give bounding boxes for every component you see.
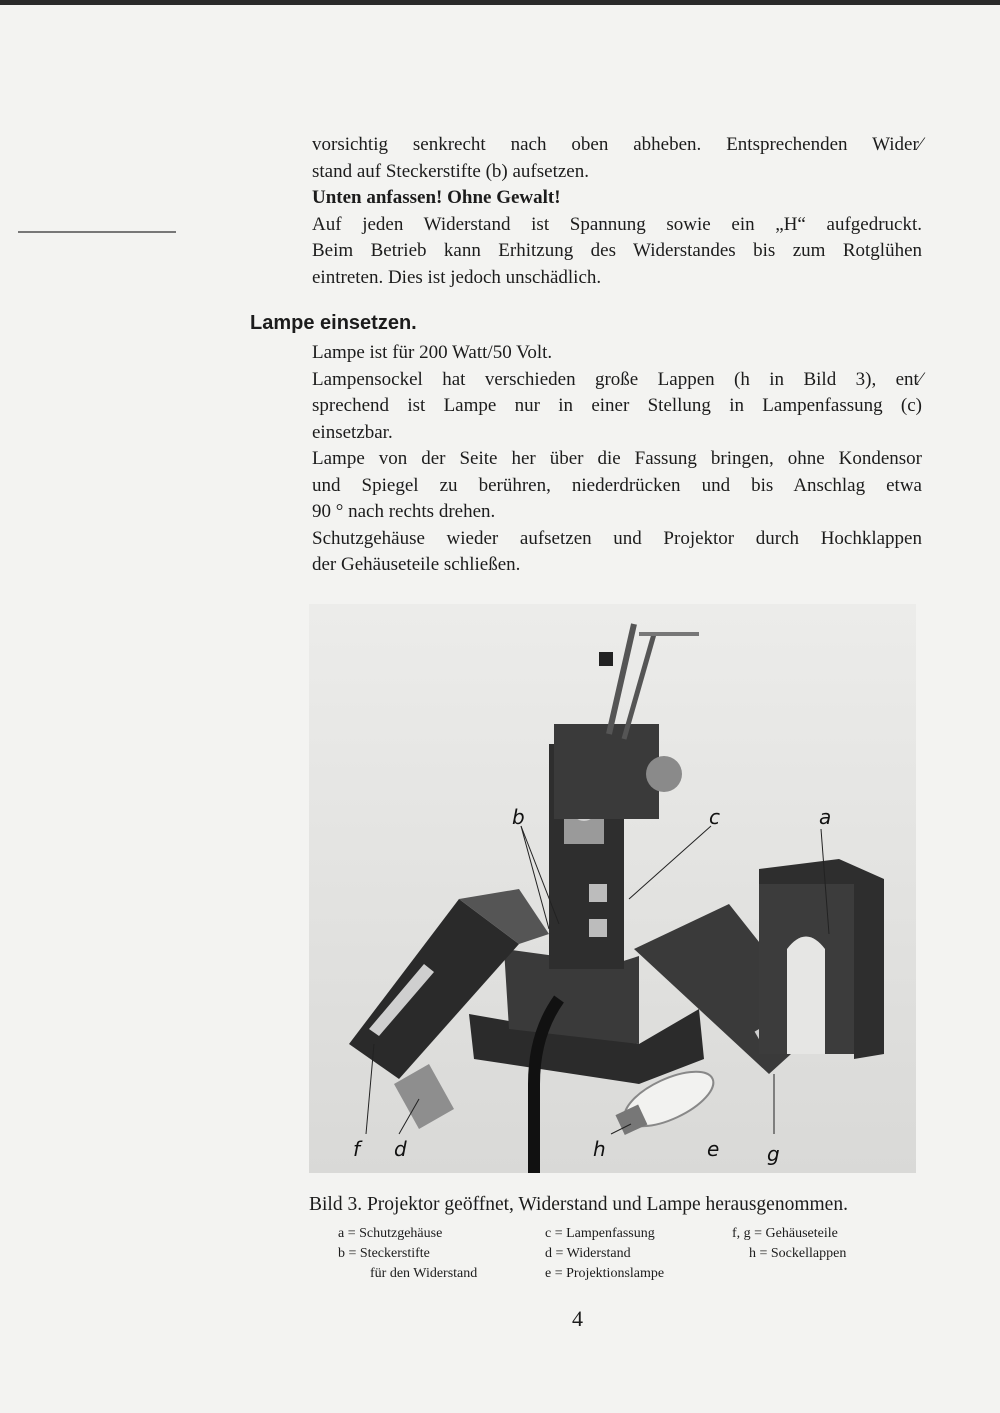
text-line: 90 ° nach rechts drehen. bbox=[312, 501, 496, 522]
label-e: e bbox=[707, 1137, 720, 1161]
text-line: einsetzbar. bbox=[312, 421, 393, 443]
text-line: Lampe von der Seite her über die Fassung bringen, ohne Kondensor bbox=[312, 448, 922, 469]
legend-item: c = Lampenfassung bbox=[545, 1226, 655, 1241]
projector-photo bbox=[309, 604, 916, 1173]
lamp-socket bbox=[589, 884, 607, 902]
text-line: Lampe ist für 200 Watt/50 Volt. bbox=[312, 342, 553, 363]
housing-arch bbox=[787, 937, 825, 1055]
projector-illustration bbox=[309, 604, 916, 1173]
text-line: der Gehäuseteile schließen. bbox=[312, 554, 521, 575]
warning-line: Unten anfassen! Ohne Gewalt! bbox=[312, 187, 561, 208]
text-line: Schutzgehäuse wieder aufsetzen und Projektor durch Hochklappen bbox=[312, 527, 922, 549]
label-f: f bbox=[353, 1137, 361, 1161]
legend-item: e = Projektionslampe bbox=[545, 1266, 665, 1281]
text-line: Beim Betrieb kann Erhitzung des Widerstandes bis zum Rotglühen bbox=[312, 240, 922, 261]
intro-paragraph bbox=[312, 132, 922, 291]
margin-rule bbox=[18, 231, 176, 233]
legend-item: f, g = Gehäuseteile bbox=[732, 1226, 838, 1241]
legend-item: a = Schutzgehäuse bbox=[338, 1226, 443, 1241]
legend-column bbox=[732, 1224, 846, 1264]
text-line: sprechend ist Lampe nur in einer Stellung in Lampenfassung (c) bbox=[312, 395, 922, 416]
text-line: eintreten. Dies ist jedoch unschädlich. bbox=[312, 266, 602, 288]
crank-knob bbox=[599, 652, 613, 666]
text-line: vorsichtig senkrecht nach oben abheben. Entsprechenden Wider⁄ bbox=[312, 134, 922, 155]
label-a: a bbox=[819, 805, 832, 829]
text-line: stand auf Steckerstifte (b) aufsetzen. bbox=[312, 160, 589, 182]
text-line: Auf jeden Widerstand ist Spannung sowie ein „H“ aufgedruckt. bbox=[312, 213, 922, 235]
text-line: Lampensockel hat verschieden große Lappen (h in Bild 3), ent⁄ bbox=[312, 368, 922, 390]
label-c: c bbox=[709, 805, 720, 829]
label-g: g bbox=[767, 1142, 780, 1166]
text-line: und Spiegel zu berühren, niederdrücken und bis Anschlag etwa bbox=[312, 474, 922, 496]
page-number: 4 bbox=[572, 1306, 583, 1331]
legend-column bbox=[338, 1224, 477, 1284]
figure-caption: Bild 3. Projektor geöffnet, Widerstand und Lampe herausgenommen. bbox=[309, 1194, 848, 1215]
label-b: b bbox=[512, 805, 525, 829]
label-d: d bbox=[394, 1137, 407, 1161]
lamp-socket bbox=[589, 919, 607, 937]
legend-item: h = Sockellappen bbox=[749, 1246, 847, 1261]
lamp-paragraph bbox=[312, 340, 922, 579]
legend-column bbox=[545, 1224, 664, 1284]
section-heading: Lampe einsetzen. bbox=[250, 312, 417, 334]
label-h: h bbox=[593, 1137, 606, 1161]
legend-item: d = Widerstand bbox=[545, 1246, 631, 1261]
legend-item: für den Widerstand bbox=[370, 1266, 478, 1281]
top-edge-rule bbox=[0, 0, 1000, 5]
reel-hub bbox=[646, 756, 682, 792]
legend-item: b = Steckerstifte bbox=[338, 1246, 430, 1261]
mechanism-head bbox=[554, 724, 659, 819]
